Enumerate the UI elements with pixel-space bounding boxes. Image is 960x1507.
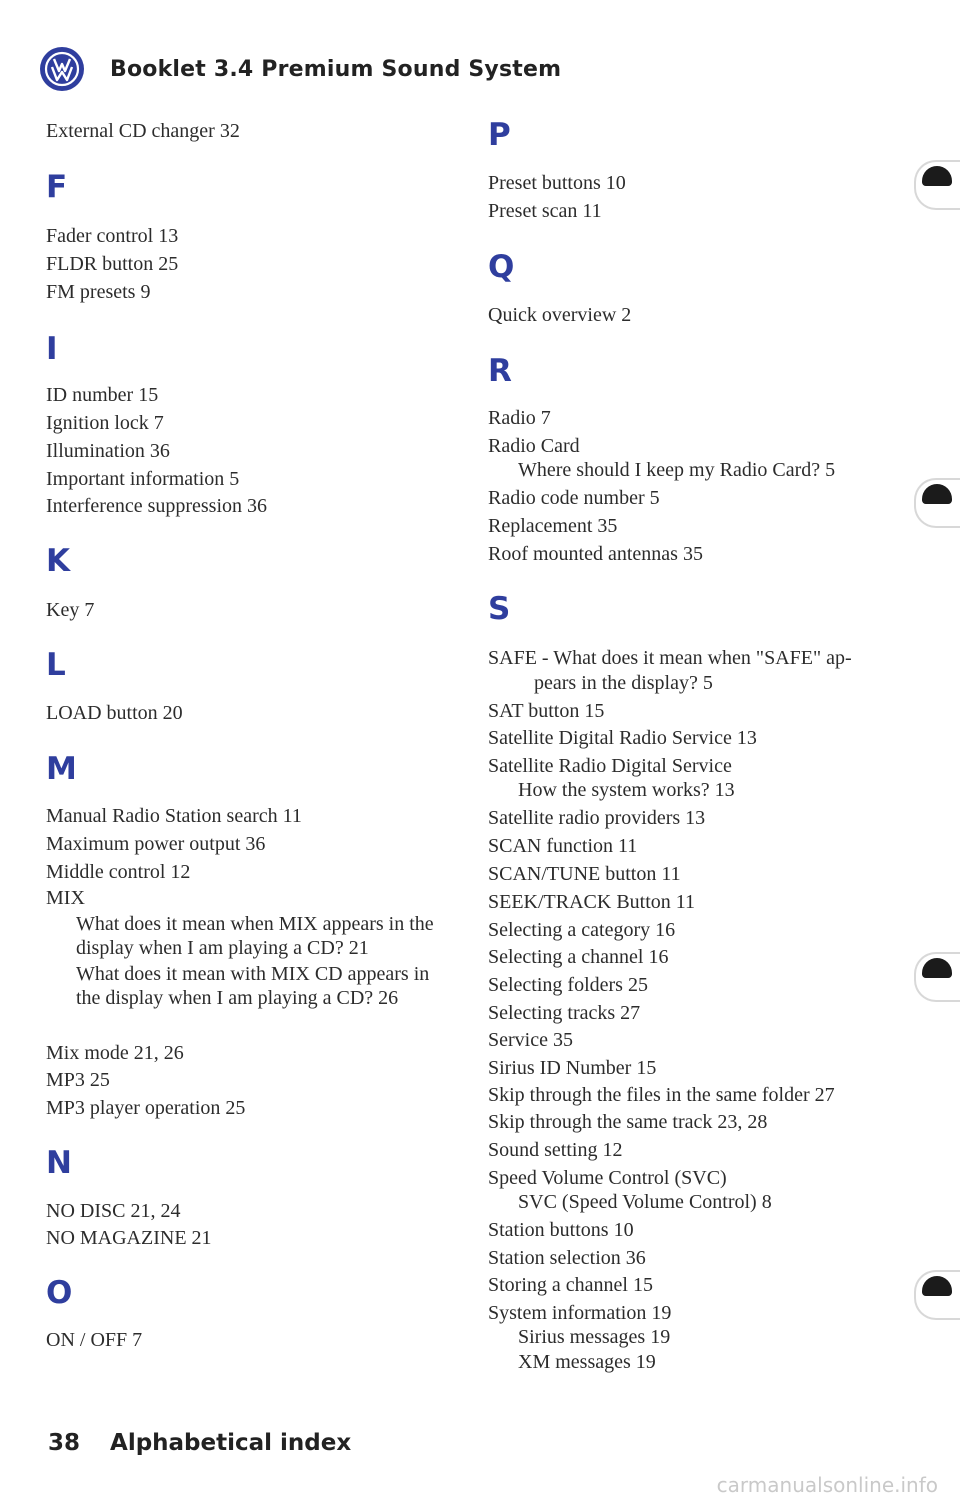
index-subentry: Sirius messages 19 [518, 1326, 671, 1348]
thumb-tab [914, 160, 960, 210]
index-entry: Radio 7 [488, 407, 551, 429]
index-entry: Interference suppression 36 [46, 495, 268, 517]
index-entry: Service 35 [488, 1029, 573, 1051]
watermark: carmanualsonline.info [716, 1473, 938, 1497]
section-letter-l: L [46, 647, 66, 683]
index-subentry: XM messages 19 [518, 1351, 656, 1373]
index-entry: Radio code number 5 [488, 487, 660, 509]
section-letter-m: M [46, 751, 77, 787]
section-letter-r: R [488, 353, 512, 389]
section-title: Alphabetical index [110, 1430, 352, 1456]
index-entry: Middle control 12 [46, 861, 191, 883]
index-entry: Quick overview 2 [488, 304, 632, 326]
index-entry: Selecting tracks 27 [488, 1002, 641, 1024]
index-entry: Preset scan 11 [488, 200, 602, 222]
thumb-tab [914, 952, 960, 1002]
index-entry: NO MAGAZINE 21 [46, 1227, 212, 1249]
vw-logo-icon [40, 47, 84, 91]
index-entry: Fader control 13 [46, 225, 179, 247]
index-entry: Replacement 35 [488, 515, 618, 537]
section-letter-f: F [46, 169, 68, 205]
index-entry: Key 7 [46, 599, 95, 621]
section-letter-n: N [46, 1145, 72, 1181]
index-entry: External CD changer 32 [46, 120, 240, 142]
index-entry: LOAD button 20 [46, 702, 183, 724]
index-entry: Preset buttons 10 [488, 172, 626, 194]
index-entry: MP3 player operation 25 [46, 1097, 246, 1119]
index-entry: FM presets 9 [46, 281, 151, 303]
section-letter-o: O [46, 1275, 73, 1311]
index-entry: SEEK/TRACK Button 11 [488, 891, 696, 913]
index-entry: Roof mounted antennas 35 [488, 543, 703, 565]
thumb-tab [914, 478, 960, 528]
index-entry: SCAN/TUNE button 11 [488, 863, 681, 885]
section-letter-i: I [46, 331, 58, 367]
index-subentry: What does it mean when MIX appears in the display when I am playing a CD? 21 [76, 913, 434, 959]
index-entry: Radio Card [488, 435, 580, 457]
index-subentry: Where should I keep my Radio Card? 5 [518, 459, 836, 481]
index-entry: SCAN function 11 [488, 835, 638, 857]
index-entry: ID number 15 [46, 384, 159, 406]
index-entry: SAFE - What does it mean when "SAFE" ap- [488, 647, 852, 669]
index-entry: Ignition lock 7 [46, 412, 164, 434]
section-letter-p: P [488, 117, 511, 153]
index-entry: Important information 5 [46, 468, 240, 490]
index-entry: Selecting a category 16 [488, 919, 676, 941]
index-entry: Satellite Radio Digital Service [488, 755, 732, 777]
index-entry: Station selection 36 [488, 1247, 646, 1269]
index-subentry: How the system works? 13 [518, 779, 735, 801]
index-entry: MP3 25 [46, 1069, 110, 1091]
index-entry: NO DISC 21, 24 [46, 1200, 181, 1222]
index-subentry: What does it mean with MIX CD appears in the display when I am playing a CD? 26 [76, 963, 430, 1009]
index-entry: Speed Volume Control (SVC) [488, 1167, 727, 1189]
index-entry: Skip through the files in the same folder 27 [488, 1084, 835, 1106]
page-footer [48, 1430, 351, 1456]
page-header [40, 46, 561, 92]
index-entry: Selecting a channel 16 [488, 946, 669, 968]
index-subentry: SVC (Speed Volume Control) 8 [518, 1191, 772, 1213]
thumb-tab [914, 1270, 960, 1320]
index-entry: Selecting folders 25 [488, 974, 648, 996]
page-number: 38 [48, 1430, 81, 1456]
index-entry: FLDR button 25 [46, 253, 179, 275]
index-entry: Station buttons 10 [488, 1219, 634, 1241]
index-entry: System information 19 [488, 1302, 672, 1324]
index-entry-continued: pears in the display? 5 [534, 672, 713, 694]
index-entry: Skip through the same track 23, 28 [488, 1111, 768, 1133]
index-entry: SAT button 15 [488, 700, 605, 722]
section-letter-q: Q [488, 249, 515, 285]
index-entry: Satellite Digital Radio Service 13 [488, 727, 757, 749]
index-entry: Sirius ID Number 15 [488, 1057, 657, 1079]
index-entry: Illumination 36 [46, 440, 170, 462]
section-letter-s: S [488, 591, 511, 627]
booklet-title: Booklet 3.4 Premium Sound System [110, 56, 562, 82]
index-entry: ON / OFF 7 [46, 1329, 143, 1351]
index-entry: Storing a channel 15 [488, 1274, 653, 1296]
index-entry: Sound setting 12 [488, 1139, 623, 1161]
index-entry: Mix mode 21, 26 [46, 1042, 184, 1064]
index-entry: MIX [46, 887, 85, 909]
index-entry: Maximum power output 36 [46, 833, 266, 855]
section-letter-k: K [46, 543, 71, 579]
index-entry: Manual Radio Station search 11 [46, 805, 302, 827]
index-entry: Satellite radio providers 13 [488, 807, 706, 829]
